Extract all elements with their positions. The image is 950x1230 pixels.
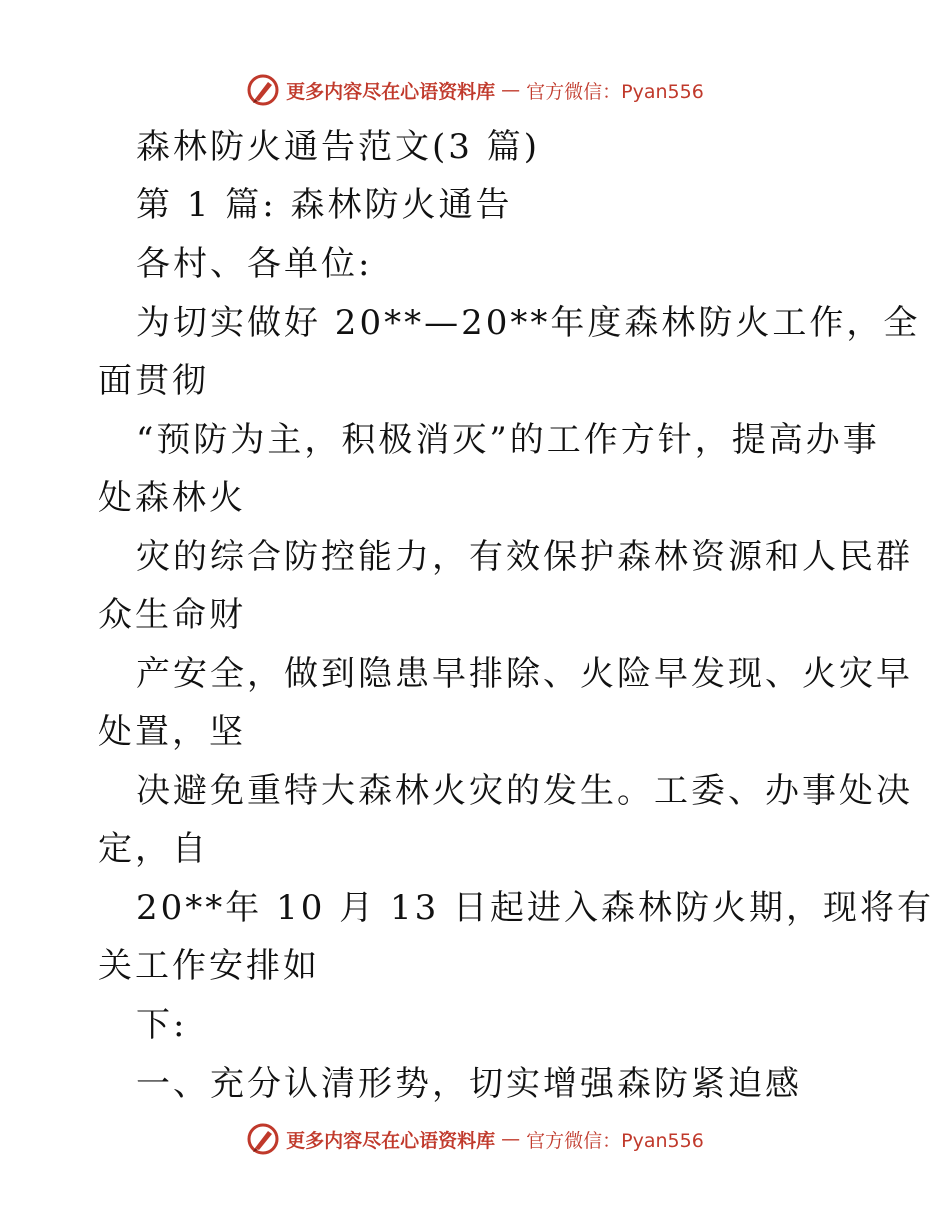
body-line: 决避免重特大森林火灾的发生。工委、办事处决 (136, 771, 913, 811)
watermark-main-text: 更多内容尽在心语资料库 (286, 80, 496, 103)
salutation: 各村、各单位: (136, 244, 373, 284)
body-line: 众生命财 (98, 595, 246, 635)
body-line: 灾的综合防控能力，有效保护森林资源和人民群 (136, 537, 913, 577)
body-line: 处森林火 (98, 478, 246, 518)
section-heading: 第 1 篇: 森林防火通告 (136, 185, 513, 225)
watermark-main-text: 更多内容尽在心语资料库 (286, 1129, 496, 1152)
pen-logo-icon (246, 73, 280, 107)
body-line: “预防为主，积极消灭”的工作方针，提高办事 (136, 420, 880, 460)
body-line: 面贯彻 (98, 361, 209, 401)
body-line: 为切实做好 20**—20**年度森林防火工作，全 (136, 303, 921, 343)
header-watermark (0, 73, 950, 107)
subsection-heading: 一、充分认清形势，切实增强森防紧迫感 (136, 1064, 802, 1104)
watermark-sub-text: 官方微信：Pyan556 (526, 1129, 704, 1152)
doc-title: 森林防火通告范文(3 篇) (136, 127, 540, 167)
body-line: 产安全，做到隐患早排除、火险早发现、火灾早 (136, 654, 913, 694)
body-line: 定，自 (98, 829, 209, 869)
footer-watermark (0, 1122, 950, 1156)
body-line: 下: (136, 1005, 188, 1045)
pen-logo-icon (246, 1122, 280, 1156)
body-line: 关工作安排如 (98, 946, 320, 986)
body-line: 20**年 10 月 13 日起进入森林防火期，现将有 (136, 888, 935, 928)
watermark-dash: — (501, 1128, 521, 1150)
watermark-dash: — (501, 79, 521, 101)
watermark-sub-text: 官方微信：Pyan556 (526, 80, 704, 103)
body-line: 处置，坚 (98, 712, 246, 752)
